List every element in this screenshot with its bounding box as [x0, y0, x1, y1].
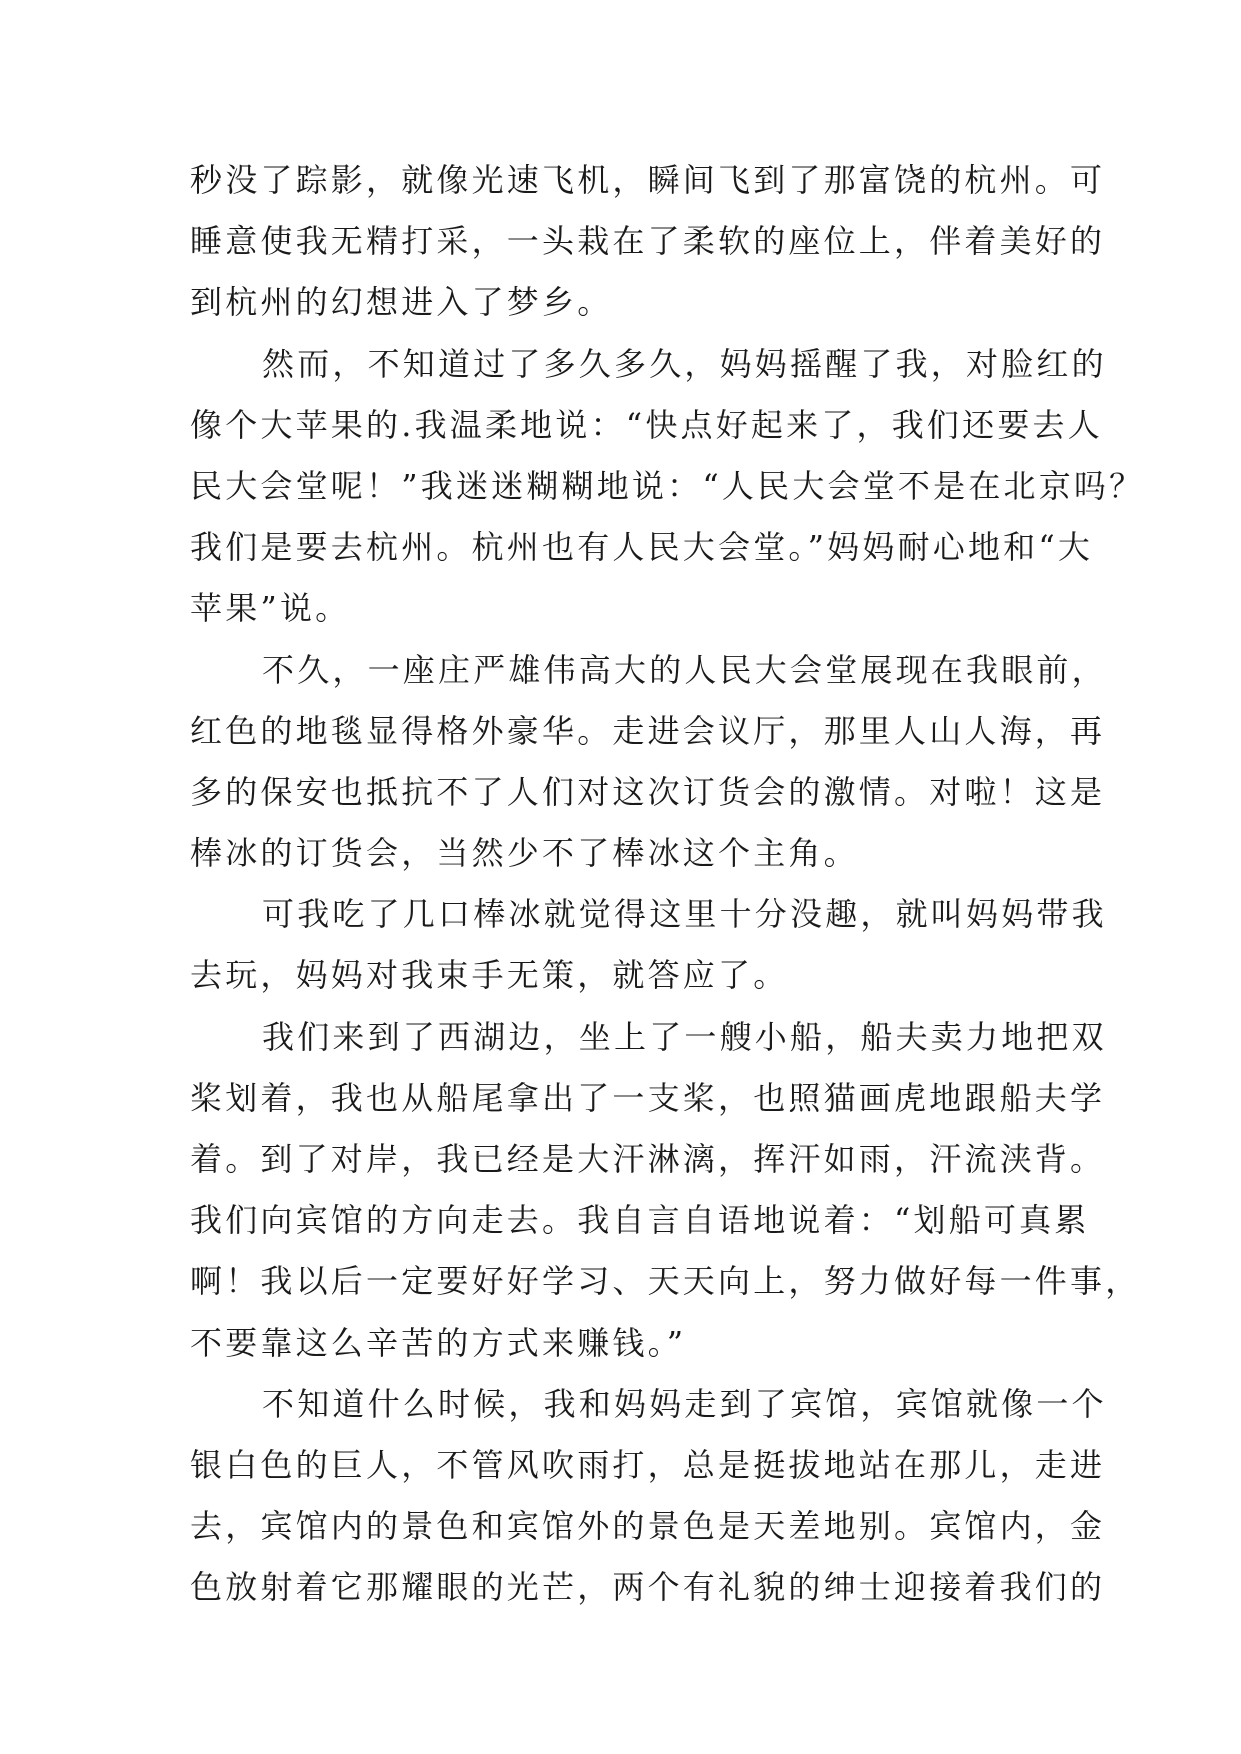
text-line: 睡意使我无精打采，一头栽在了柔软的座位上，伴着美好的: [190, 222, 1106, 261]
text-line: 棒冰的订货会，当然少不了棒冰这个主角。: [190, 834, 859, 873]
paragraph-first-line: 我们来到了西湖边，坐上了一艘小船，船夫卖力地把双: [262, 1017, 1107, 1056]
text-line: 多的保安也抵抗不了人们对这次订货会的激情。对啦！这是: [190, 772, 1106, 811]
text-line: 苹果”说。: [190, 589, 351, 628]
text-line: 红色的地毯显得格外豪华。走进会议厅，那里人山人海，再: [190, 711, 1106, 750]
paragraph-first-line: 不知道什么时候，我和妈妈走到了宾馆，宾馆就像一个: [262, 1384, 1107, 1423]
text-line: 色放射着它那耀眼的光芒，两个有礼貌的绅士迎接着我们的: [190, 1568, 1106, 1607]
text-line: 去，宾馆内的景色和宾馆外的景色是天差地别。宾馆内，金: [190, 1507, 1106, 1546]
paragraph-first-line: 不久，一座庄严雄伟高大的人民大会堂展现在我眼前，: [262, 650, 1107, 689]
text-line: 像个大苹果的.我温柔地说：“快点好起来了，我们还要去人: [190, 405, 1103, 444]
text-line: 着。到了对岸，我已经是大汗淋漓，挥汗如雨，汗流浃背。: [190, 1140, 1106, 1178]
document-body: [190, 150, 1145, 1619]
text-line: 啊！我以后一定要好好学习、天天向上，努力做好每一件事，: [190, 1262, 1141, 1301]
text-line: 我们向宾馆的方向走去。我自言自语地说着：“划船可真累: [190, 1201, 1090, 1240]
text-line: 民大会堂呢！”我迷迷糊糊地说：“人民大会堂不是在北京吗？: [190, 466, 1145, 505]
text-line: 去玩，妈妈对我束手无策，就答应了。: [190, 956, 789, 995]
text-line: 到杭州的幻想进入了梦乡。: [190, 283, 613, 322]
text-line: 我们是要去杭州。杭州也有人民大会堂。”妈妈耐心地和“大: [190, 528, 1094, 567]
text-line: 银白色的巨人，不管风吹雨打，总是挺拔地站在那儿，走进: [190, 1445, 1106, 1484]
text-line: 秒没了踪影，就像光速飞机，瞬间飞到了那富饶的杭州。可: [190, 161, 1106, 199]
paragraph-first-line: 可我吃了几口棒冰就觉得这里十分没趣，就叫妈妈带我: [262, 895, 1107, 934]
text-line: 桨划着，我也从船尾拿出了一支桨，也照猫画虎地跟船夫学: [190, 1078, 1106, 1117]
paragraph-first-line: 然而，不知道过了多久多久，妈妈摇醒了我，对脸红的: [262, 344, 1107, 383]
text-line: 不要靠这么辛苦的方式来赚钱。”: [190, 1323, 687, 1362]
